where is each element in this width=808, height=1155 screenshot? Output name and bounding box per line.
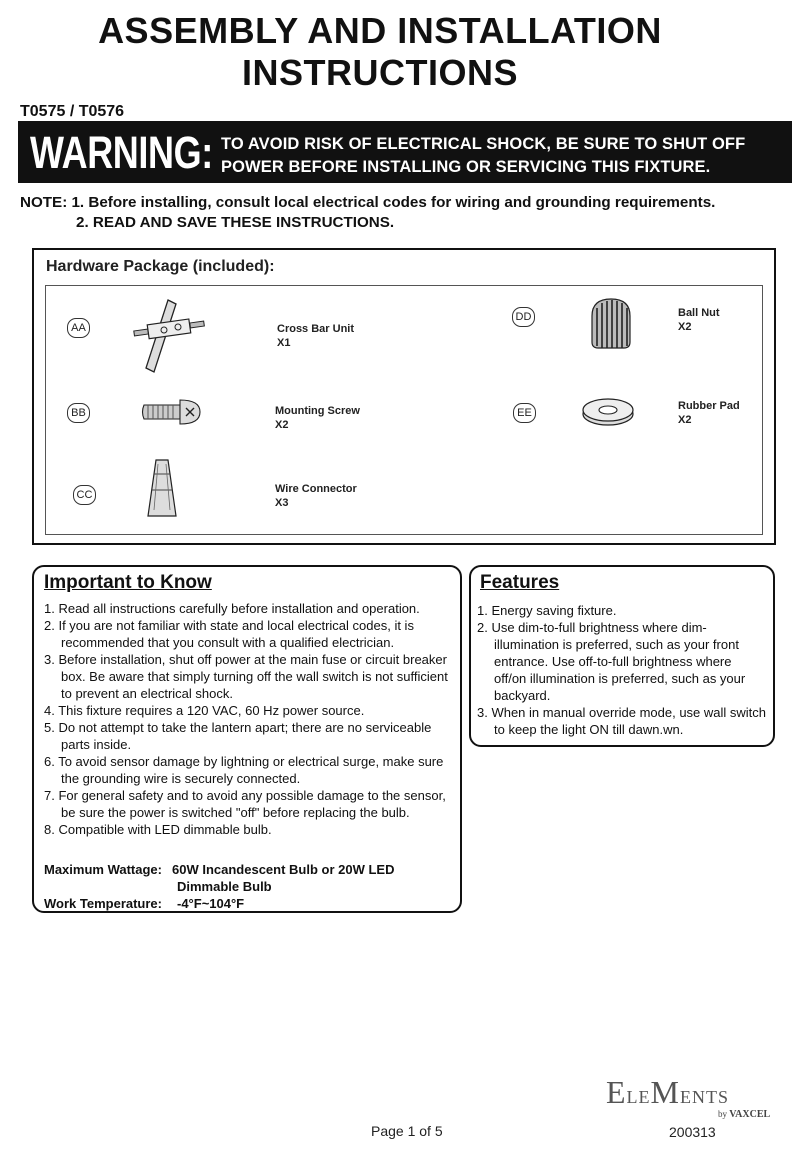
- important-item: 3. Before installation, shut off power at the main fuse or circuit breaker box. Be aware that simply turning off the wall switch is not sufficient to prevent an electrical shock.: [44, 652, 448, 701]
- page-title: [0, 10, 760, 94]
- important-item: 7. For general safety and to avoid any possible damage to the sensor, be sure the power is switched "off" before replacing the bulb.: [44, 788, 446, 820]
- vaxcel-brand: [718, 1109, 770, 1120]
- ball-nut-icon: [586, 296, 636, 352]
- badge-dd: DD: [512, 307, 535, 327]
- item-ee-label: [678, 399, 740, 427]
- elements-logo: [606, 1074, 729, 1111]
- item-aa-name: Cross Bar Unit: [277, 323, 355, 335]
- note-line-2: 2. READ AND SAVE THESE INSTRUCTIONS.: [76, 214, 395, 231]
- screw-icon: [140, 396, 206, 428]
- item-cc-label: [275, 482, 357, 510]
- item-cc-name: Wire Connector: [275, 483, 357, 495]
- item-dd-label: [678, 306, 720, 334]
- important-item: 2. If you are not familiar with state and local electrical codes, it is recommended that you consult with a qualified electrician.: [44, 618, 414, 650]
- important-item: 4. This fixture requires a 120 VAC, 60 Hz power source.: [44, 703, 365, 718]
- feature-item: 1. Energy saving fixture.: [477, 603, 617, 618]
- item-bb-name: Mounting Screw: [275, 405, 360, 417]
- warning-label: WARNING:: [30, 127, 213, 178]
- important-item: 1. Read all instructions carefully before installation and operation.: [44, 601, 420, 616]
- warning-text: [221, 133, 781, 179]
- warning-line-1: TO AVOID RISK OF ELECTRICAL SHOCK, BE SURE TO SHUT OFF: [221, 135, 746, 153]
- item-bb-label: [275, 404, 360, 432]
- rubber-pad-icon: [580, 396, 636, 428]
- important-item: 8. Compatible with LED dimmable bulb.: [44, 822, 272, 837]
- title-line-2: INSTRUCTIONS: [242, 52, 518, 93]
- logo-part: M: [650, 1074, 680, 1110]
- important-item: 5. Do not attempt to take the lantern apart; there are no serviceable parts inside.: [44, 720, 432, 752]
- page-number: Page 1 of 5: [371, 1123, 443, 1139]
- logo-part: ENTS: [680, 1087, 729, 1107]
- title-line-1: ASSEMBLY AND INSTALLATION: [98, 10, 662, 51]
- hardware-title: Hardware Package (included):: [46, 258, 275, 275]
- wire-connector-icon: [144, 458, 180, 520]
- item-ee-qty: X2: [678, 414, 692, 426]
- max-wattage-value-2: Dimmable Bulb: [177, 879, 272, 894]
- important-item: 6. To avoid sensor damage by lightning or electrical surge, make sure the grounding wire is securely connected.: [44, 754, 444, 786]
- item-aa-label: [277, 322, 354, 350]
- work-temp-value: -4°F~104°F: [177, 896, 245, 911]
- work-temp-label: Work Temperature:: [44, 896, 162, 911]
- badge-aa: AA: [67, 318, 90, 338]
- item-dd-name: Ball Nut: [678, 307, 720, 319]
- max-wattage-value-1: 60W Incandescent Bulb or 20W LED: [172, 862, 395, 877]
- cross-bar-icon: [128, 296, 208, 376]
- feature-item: 2. Use dim-to-full brightness where dim-illumination is preferred, such as your front entrance. Use off-to-full brightness where off/on illumination is preferred, such as your backyard.: [477, 620, 746, 703]
- item-cc-qty: X3: [275, 497, 289, 509]
- features-list: [477, 602, 767, 738]
- important-list: [44, 600, 456, 838]
- badge-ee: EE: [513, 403, 536, 423]
- item-bb-qty: X2: [275, 419, 289, 431]
- warning-line-2: POWER BEFORE INSTALLING OR SERVICING THIS FIXTURE.: [221, 158, 711, 176]
- max-wattage-label: Maximum Wattage:: [44, 862, 162, 877]
- item-dd-qty: X2: [678, 321, 692, 333]
- logo-by: by: [718, 1109, 727, 1119]
- logo-part: E: [606, 1074, 627, 1110]
- features-title: Features: [480, 572, 560, 593]
- model-numbers: T0575 / T0576: [20, 103, 125, 120]
- feature-item: 3. When in manual override mode, use wall switch to keep the light ON till dawn.wn.: [477, 705, 767, 737]
- logo-part: LE: [626, 1087, 651, 1107]
- item-ee-name: Rubber Pad: [678, 400, 740, 412]
- item-aa-qty: X1: [277, 337, 291, 349]
- important-title: Important to Know: [44, 572, 212, 593]
- document-code: 200313: [669, 1124, 716, 1140]
- logo-brand: VAXCEL: [729, 1109, 771, 1120]
- note-line-1: NOTE: 1. Before installing, consult local electrical codes for wiring and grounding requirements.: [20, 194, 716, 211]
- badge-cc: CC: [73, 485, 96, 505]
- badge-bb: BB: [67, 403, 90, 423]
